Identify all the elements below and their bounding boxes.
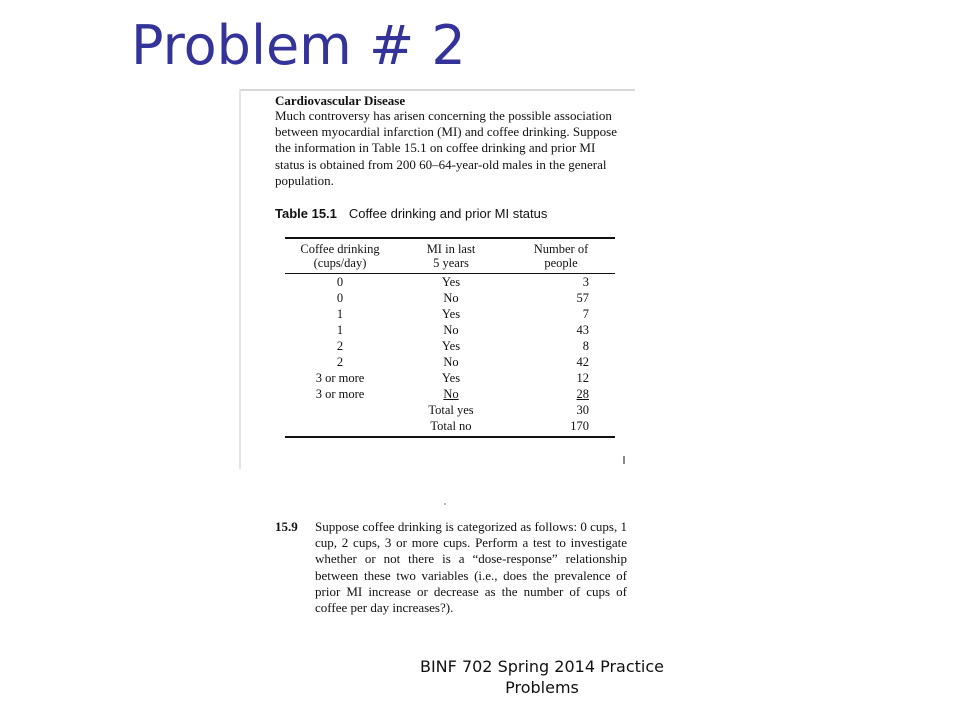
problem-number: 15.9	[275, 519, 298, 534]
slide-title: Problem # 2	[131, 14, 466, 77]
footer-line-2: Problems	[505, 678, 579, 697]
column-header-mi: MI in last 5 years	[426, 242, 476, 270]
problem-block	[275, 519, 627, 616]
cell-count: 170	[570, 418, 589, 433]
cell-count: 12	[576, 370, 589, 385]
cell-cups: 2	[336, 338, 344, 353]
cell-mi: No	[443, 290, 459, 305]
cell-mi: No	[443, 386, 459, 401]
table-row	[285, 290, 615, 306]
table-row	[285, 386, 615, 402]
column-header-coffee: Coffee drinking (cups/day)	[300, 242, 380, 270]
problem-text: Suppose coffee drinking is categorized as follows: 0 cups, 1 cup, 2 cups, 3 or more cups. Perform a test to investigate whether or not there is a “dose-response” relationship between these two variables (i.e., does the prevalence of prior MI increase or decrease as the number of cups of coffee per day increases?).	[315, 519, 627, 616]
table-number: Table 15.1	[275, 206, 337, 221]
table-header	[285, 239, 615, 273]
cell-cups: 0	[336, 290, 344, 305]
table-row	[285, 370, 615, 386]
section-heading: Cardiovascular Disease	[275, 93, 406, 108]
cell-count: 42	[576, 354, 589, 369]
coffee-mi-table	[285, 237, 615, 438]
table-caption	[275, 206, 547, 221]
cell-count: 7	[582, 306, 589, 321]
cell-cups: 2	[336, 354, 344, 369]
slide-footer	[392, 656, 692, 698]
cell-cups: 1	[336, 322, 344, 337]
footer-line-1: BINF 702 Spring 2014 Practice	[419, 657, 664, 676]
table-row-total	[285, 418, 615, 434]
cell-mi: Total yes	[428, 402, 474, 417]
column-header-people: Number of people	[533, 242, 589, 270]
cell-cups: 3 or more	[315, 370, 365, 385]
table-row	[285, 322, 615, 338]
cell-count: 43	[576, 322, 589, 337]
cell-mi: Yes	[441, 338, 461, 353]
cell-mi: Total no	[430, 418, 472, 433]
table-row	[285, 274, 615, 290]
scan-top-edge	[239, 89, 635, 91]
cell-mi: No	[443, 322, 459, 337]
table-bottom-rule	[285, 436, 615, 438]
cell-mi: Yes	[441, 306, 461, 321]
table-row	[285, 306, 615, 322]
cell-cups: 1	[336, 306, 344, 321]
scan-left-edge	[239, 89, 241, 469]
cell-mi: Yes	[441, 274, 461, 289]
scan-mark	[623, 456, 625, 464]
table-row	[285, 338, 615, 354]
scan-speck	[444, 503, 446, 505]
cell-cups: 3 or more	[315, 386, 365, 401]
cell-count: 3	[582, 274, 589, 289]
table-row-total	[285, 402, 615, 418]
cell-count: 30	[576, 402, 589, 417]
cell-count: 57	[576, 290, 589, 305]
cell-cups: 0	[336, 274, 344, 289]
cell-count: 8	[582, 338, 589, 353]
cell-mi: Yes	[441, 370, 461, 385]
table-row	[285, 354, 615, 370]
intro-paragraph: Much controversy has arisen concerning the possible association between myocardial infarction (MI) and coffee drinking. Suppose the information in Table 15.1 on coffee drinking and prior MI status is obtained from 200 60–64-year-old males in the general population.	[275, 108, 617, 188]
table-caption-text: Coffee drinking and prior MI status	[348, 206, 548, 221]
cell-mi: No	[443, 354, 459, 369]
cell-count: 28	[576, 386, 589, 401]
